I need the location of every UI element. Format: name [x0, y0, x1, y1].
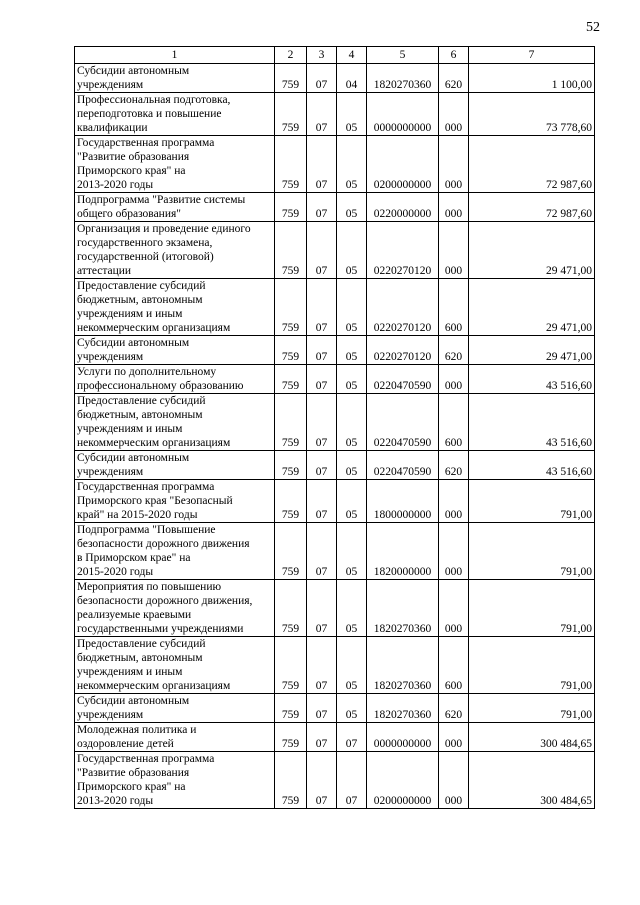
- row-code-3-cell: 07: [307, 451, 337, 480]
- row-code-2-cell: 759: [275, 451, 307, 480]
- row-name-cell: Государственная программа Приморского края "Безопасный край" на 2015-2020 годы: [75, 480, 275, 523]
- column-header-7: 7: [469, 47, 595, 64]
- row-code-6-cell: 600: [439, 279, 469, 336]
- row-code-5-cell: 0200000000: [367, 752, 439, 809]
- row-code-4-cell: 05: [337, 694, 367, 723]
- row-code-5-cell: 0220270120: [367, 222, 439, 279]
- budget-table: [74, 46, 595, 809]
- page-number: 52: [586, 20, 600, 35]
- row-name-cell: Субсидии автономным учреждениям: [75, 451, 275, 480]
- row-code-4-cell: 05: [337, 136, 367, 193]
- row-code-5-cell: 0220470590: [367, 394, 439, 451]
- table-row: [75, 580, 595, 637]
- column-header-6: 6: [439, 47, 469, 64]
- column-header-1: 1: [75, 47, 275, 64]
- row-code-5-cell: 0220000000: [367, 193, 439, 222]
- row-amount-cell: 791,00: [469, 694, 595, 723]
- row-code-6-cell: 000: [439, 93, 469, 136]
- table-row: [75, 193, 595, 222]
- row-code-6-cell: 620: [439, 451, 469, 480]
- table-row: [75, 394, 595, 451]
- table-row: [75, 451, 595, 480]
- row-name-cell: Государственная программа "Развитие образования Приморского края" на 2013-2020 годы: [75, 136, 275, 193]
- row-code-4-cell: 05: [337, 93, 367, 136]
- row-code-5-cell: 0220470590: [367, 451, 439, 480]
- row-amount-cell: 791,00: [469, 480, 595, 523]
- row-amount-cell: 72 987,60: [469, 193, 595, 222]
- row-code-2-cell: 759: [275, 365, 307, 394]
- table-body: [75, 64, 595, 809]
- row-code-6-cell: 000: [439, 752, 469, 809]
- row-code-2-cell: 759: [275, 93, 307, 136]
- row-code-6-cell: 000: [439, 365, 469, 394]
- row-code-6-cell: 000: [439, 523, 469, 580]
- row-amount-cell: 791,00: [469, 523, 595, 580]
- row-code-4-cell: 05: [337, 580, 367, 637]
- row-amount-cell: 43 516,60: [469, 451, 595, 480]
- row-name-cell: Государственная программа "Развитие образования Приморского края" на 2013-2020 годы: [75, 752, 275, 809]
- row-name-cell: Организация и проведение единого государственного экзамена, государственной (итоговой) аттестации: [75, 222, 275, 279]
- header-row: [75, 47, 595, 64]
- table-row: [75, 480, 595, 523]
- row-name-cell: Предоставление субсидий бюджетным, автономным учреждениям и иным некоммерческим организациям: [75, 279, 275, 336]
- row-code-5-cell: 0000000000: [367, 723, 439, 752]
- row-code-5-cell: 1820000000: [367, 523, 439, 580]
- row-code-3-cell: 07: [307, 365, 337, 394]
- table-row: [75, 336, 595, 365]
- row-amount-cell: 43 516,60: [469, 365, 595, 394]
- row-amount-cell: 29 471,00: [469, 336, 595, 365]
- row-code-3-cell: 07: [307, 222, 337, 279]
- row-code-3-cell: 07: [307, 580, 337, 637]
- row-code-5-cell: 0220270120: [367, 336, 439, 365]
- row-code-3-cell: 07: [307, 637, 337, 694]
- row-code-4-cell: 05: [337, 193, 367, 222]
- row-code-6-cell: 620: [439, 336, 469, 365]
- row-code-3-cell: 07: [307, 93, 337, 136]
- row-code-3-cell: 07: [307, 193, 337, 222]
- table-row: [75, 752, 595, 809]
- row-name-cell: Молодежная политика и оздоровление детей: [75, 723, 275, 752]
- row-code-4-cell: 05: [337, 279, 367, 336]
- row-code-6-cell: 620: [439, 64, 469, 93]
- row-code-5-cell: 0000000000: [367, 93, 439, 136]
- row-name-cell: Субсидии автономным учреждениям: [75, 336, 275, 365]
- row-name-cell: Субсидии автономным учреждениям: [75, 64, 275, 93]
- row-code-6-cell: 600: [439, 394, 469, 451]
- row-name-cell: Предоставление субсидий бюджетным, автономным учреждениям и иным некоммерческим организациям: [75, 637, 275, 694]
- row-amount-cell: 1 100,00: [469, 64, 595, 93]
- row-code-5-cell: 0220470590: [367, 365, 439, 394]
- row-code-3-cell: 07: [307, 694, 337, 723]
- row-name-cell: Профессиональная подготовка, переподготовка и повышение квалификации: [75, 93, 275, 136]
- row-code-2-cell: 759: [275, 336, 307, 365]
- row-code-5-cell: 1820270360: [367, 694, 439, 723]
- row-code-4-cell: 05: [337, 637, 367, 694]
- row-name-cell: Подпрограмма "Повышение безопасности дорожного движения в Приморском крае" на 2015-2020 годы: [75, 523, 275, 580]
- row-code-2-cell: 759: [275, 64, 307, 93]
- row-code-3-cell: 07: [307, 752, 337, 809]
- row-code-6-cell: 000: [439, 580, 469, 637]
- row-amount-cell: 300 484,65: [469, 752, 595, 809]
- row-code-6-cell: 000: [439, 480, 469, 523]
- row-amount-cell: 300 484,65: [469, 723, 595, 752]
- row-code-6-cell: 000: [439, 723, 469, 752]
- table-row: [75, 637, 595, 694]
- row-code-3-cell: 07: [307, 279, 337, 336]
- table-row: [75, 523, 595, 580]
- table-row: [75, 365, 595, 394]
- row-amount-cell: 29 471,00: [469, 279, 595, 336]
- row-code-5-cell: 0220270120: [367, 279, 439, 336]
- row-code-2-cell: 759: [275, 580, 307, 637]
- table-row: [75, 222, 595, 279]
- row-code-4-cell: 05: [337, 523, 367, 580]
- row-code-5-cell: 1820270360: [367, 64, 439, 93]
- row-amount-cell: 791,00: [469, 580, 595, 637]
- row-code-3-cell: 07: [307, 723, 337, 752]
- row-code-2-cell: 759: [275, 694, 307, 723]
- row-code-3-cell: 07: [307, 64, 337, 93]
- row-code-5-cell: 1800000000: [367, 480, 439, 523]
- row-name-cell: Услуги по дополнительному профессиональному образованию: [75, 365, 275, 394]
- row-code-4-cell: 07: [337, 752, 367, 809]
- row-code-5-cell: 1820270360: [367, 580, 439, 637]
- row-code-3-cell: 07: [307, 336, 337, 365]
- row-code-5-cell: 0200000000: [367, 136, 439, 193]
- row-code-5-cell: 1820270360: [367, 637, 439, 694]
- row-amount-cell: 73 778,60: [469, 93, 595, 136]
- row-code-2-cell: 759: [275, 637, 307, 694]
- column-header-4: 4: [337, 47, 367, 64]
- row-code-4-cell: 04: [337, 64, 367, 93]
- row-code-6-cell: 600: [439, 637, 469, 694]
- row-code-2-cell: 759: [275, 394, 307, 451]
- row-code-6-cell: 000: [439, 136, 469, 193]
- row-amount-cell: 29 471,00: [469, 222, 595, 279]
- table-row: [75, 64, 595, 93]
- table-row: [75, 136, 595, 193]
- row-name-cell: Подпрограмма "Развитие системы общего образования": [75, 193, 275, 222]
- row-code-2-cell: 759: [275, 723, 307, 752]
- row-code-2-cell: 759: [275, 752, 307, 809]
- row-amount-cell: 72 987,60: [469, 136, 595, 193]
- row-code-4-cell: 05: [337, 480, 367, 523]
- column-header-2: 2: [275, 47, 307, 64]
- row-code-4-cell: 05: [337, 336, 367, 365]
- row-code-2-cell: 759: [275, 193, 307, 222]
- row-amount-cell: 791,00: [469, 637, 595, 694]
- row-code-2-cell: 759: [275, 222, 307, 279]
- row-code-4-cell: 05: [337, 451, 367, 480]
- row-code-4-cell: 05: [337, 394, 367, 451]
- row-code-2-cell: 759: [275, 523, 307, 580]
- row-code-2-cell: 759: [275, 279, 307, 336]
- row-code-3-cell: 07: [307, 136, 337, 193]
- column-header-5: 5: [367, 47, 439, 64]
- table-row: [75, 723, 595, 752]
- column-header-3: 3: [307, 47, 337, 64]
- row-code-6-cell: 000: [439, 222, 469, 279]
- row-code-6-cell: 620: [439, 694, 469, 723]
- row-name-cell: Субсидии автономным учреждениям: [75, 694, 275, 723]
- row-code-4-cell: 05: [337, 365, 367, 394]
- row-code-4-cell: 07: [337, 723, 367, 752]
- row-amount-cell: 43 516,60: [469, 394, 595, 451]
- row-code-3-cell: 07: [307, 394, 337, 451]
- row-code-2-cell: 759: [275, 136, 307, 193]
- row-code-3-cell: 07: [307, 523, 337, 580]
- table-row: [75, 93, 595, 136]
- row-name-cell: Предоставление субсидий бюджетным, автономным учреждениям и иным некоммерческим организациям: [75, 394, 275, 451]
- row-name-cell: Мероприятия по повышению безопасности дорожного движения, реализуемые краевыми государственными учреждениями: [75, 580, 275, 637]
- row-code-4-cell: 05: [337, 222, 367, 279]
- table-row: [75, 279, 595, 336]
- table-row: [75, 694, 595, 723]
- row-code-2-cell: 759: [275, 480, 307, 523]
- row-code-3-cell: 07: [307, 480, 337, 523]
- row-code-6-cell: 000: [439, 193, 469, 222]
